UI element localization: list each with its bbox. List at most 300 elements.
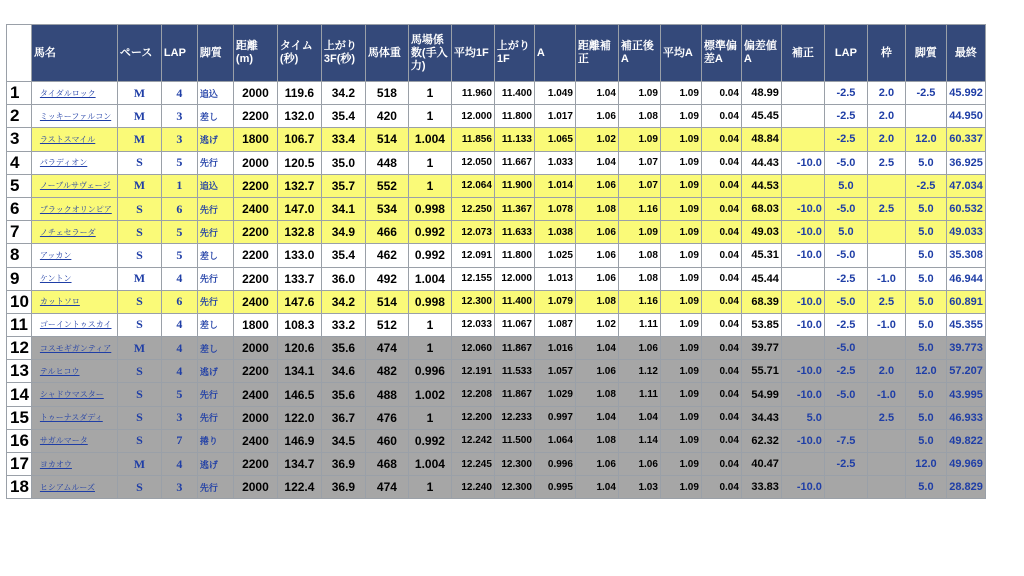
- weight-cell: 552: [365, 174, 408, 197]
- table-row: [7, 383, 986, 406]
- time-cell: 147.0: [277, 197, 321, 220]
- agari3f-cell: 36.9: [321, 476, 365, 499]
- agari3f-cell: 36.7: [321, 406, 365, 429]
- agari1f-cell: 11.367: [494, 197, 534, 220]
- pace-cell: M: [117, 82, 161, 105]
- table-row: [7, 174, 986, 197]
- avg1f-cell: 12.060: [451, 337, 494, 360]
- final-cell: 46.933: [946, 406, 985, 429]
- header-corr-a: 補正後A: [618, 25, 660, 82]
- track-coef-cell: 0.992: [408, 221, 451, 244]
- header-waku: 枠: [867, 25, 905, 82]
- avg-a-cell: 1.09: [660, 476, 701, 499]
- lap2-cell: -2.5: [824, 267, 867, 290]
- lap-cell: 3: [161, 128, 197, 151]
- pace-cell: M: [117, 453, 161, 476]
- pace-cell: S: [117, 313, 161, 336]
- avg1f-cell: 12.250: [451, 197, 494, 220]
- weight-cell: 512: [365, 313, 408, 336]
- a-cell: 1.049: [534, 82, 575, 105]
- lap2-cell: -2.5: [824, 313, 867, 336]
- pace-cell: M: [117, 128, 161, 151]
- std-a-cell: 0.04: [701, 174, 741, 197]
- weight-cell: 492: [365, 267, 408, 290]
- lap2-cell: -2.5: [824, 105, 867, 128]
- dist-corr-cell: 1.06: [575, 221, 618, 244]
- agari3f-cell: 36.9: [321, 453, 365, 476]
- distance-cell: 2000: [233, 82, 277, 105]
- track-coef-cell: 1: [408, 313, 451, 336]
- running-style-cell: 先行: [197, 290, 233, 313]
- corr-cell: -10.0: [781, 290, 824, 313]
- table-row: [7, 313, 986, 336]
- horse-name-link[interactable]: ヒシアムルーズ: [39, 482, 95, 492]
- time-cell: 147.6: [277, 290, 321, 313]
- corr-a-cell: 1.12: [618, 360, 660, 383]
- header-lap: LAP: [161, 25, 197, 82]
- lap-cell: 5: [161, 221, 197, 244]
- avg1f-cell: 12.073: [451, 221, 494, 244]
- pace-cell: S: [117, 221, 161, 244]
- std-a-cell: 0.04: [701, 290, 741, 313]
- avg-a-cell: 1.09: [660, 406, 701, 429]
- running-style-cell: 追込: [197, 82, 233, 105]
- lap2-cell: [824, 406, 867, 429]
- dev-a-cell: 45.31: [741, 244, 781, 267]
- horse-name-link[interactable]: ゴーイントゥスカイ: [39, 320, 112, 330]
- table-row: [7, 429, 986, 452]
- table-row: [7, 244, 986, 267]
- std-a-cell: 0.04: [701, 429, 741, 452]
- agari1f-cell: 11.900: [494, 174, 534, 197]
- row-number: 9: [7, 267, 32, 290]
- table-row: [7, 360, 986, 383]
- weight-cell: 474: [365, 476, 408, 499]
- row-number: 5: [7, 174, 32, 197]
- lap-cell: 4: [161, 82, 197, 105]
- final-cell: 60.337: [946, 128, 985, 151]
- corr-cell: -10.0: [781, 221, 824, 244]
- corr-a-cell: 1.08: [618, 267, 660, 290]
- corr-cell: [781, 337, 824, 360]
- horse-name-link[interactable]: ノチェセラーダ: [39, 227, 96, 237]
- dist-corr-cell: 1.04: [575, 82, 618, 105]
- final-cell: 45.992: [946, 82, 985, 105]
- lap-cell: 5: [161, 151, 197, 174]
- waku-cell: [867, 453, 905, 476]
- lap-cell: 6: [161, 290, 197, 313]
- corr-cell: [781, 267, 824, 290]
- distance-cell: 2000: [233, 337, 277, 360]
- pace-cell: S: [117, 383, 161, 406]
- distance-cell: 2200: [233, 221, 277, 244]
- weight-cell: 534: [365, 197, 408, 220]
- waku-cell: [867, 174, 905, 197]
- distance-cell: 2400: [233, 383, 277, 406]
- horse-name-link[interactable]: ブラックオリンピア: [39, 204, 112, 214]
- final-cell: 43.995: [946, 383, 985, 406]
- a-cell: 1.014: [534, 174, 575, 197]
- horse-name-link[interactable]: サガルマータ: [39, 436, 88, 446]
- corr-cell: [781, 453, 824, 476]
- a-cell: 1.016: [534, 337, 575, 360]
- waku-cell: 2.5: [867, 197, 905, 220]
- lap2-cell: -2.5: [824, 128, 867, 151]
- pace-cell: S: [117, 360, 161, 383]
- corr-a-cell: 1.09: [618, 128, 660, 151]
- horse-name-link: [31, 267, 117, 290]
- corr-a-cell: 1.03: [618, 476, 660, 499]
- horse-name-link[interactable]: カットソロ: [39, 297, 80, 307]
- horse-name-link: [31, 151, 117, 174]
- a-cell: 1.079: [534, 290, 575, 313]
- avg-a-cell: 1.09: [660, 337, 701, 360]
- dist-corr-cell: 1.04: [575, 337, 618, 360]
- dist-corr-cell: 1.06: [575, 174, 618, 197]
- horse-name-link: [31, 406, 117, 429]
- table-row: [7, 128, 986, 151]
- waku-cell: [867, 476, 905, 499]
- horse-name-link: [31, 244, 117, 267]
- avg1f-cell: 11.856: [451, 128, 494, 151]
- lap-cell: 4: [161, 313, 197, 336]
- agari1f-cell: 12.300: [494, 453, 534, 476]
- horse-name-link[interactable]: パラディオン: [39, 158, 88, 168]
- lap-cell: 6: [161, 197, 197, 220]
- avg-a-cell: 1.09: [660, 174, 701, 197]
- track-coef-cell: 1: [408, 105, 451, 128]
- dev-a-cell: 34.43: [741, 406, 781, 429]
- horse-name-link: [31, 383, 117, 406]
- avg1f-cell: 12.064: [451, 174, 494, 197]
- horse-name-link[interactable]: ヨカオウ: [39, 459, 72, 469]
- pace-cell: S: [117, 197, 161, 220]
- avg1f-cell: 12.240: [451, 476, 494, 499]
- style2-cell: 12.0: [905, 453, 946, 476]
- dist-corr-cell: 1.06: [575, 105, 618, 128]
- dist-corr-cell: 1.06: [575, 267, 618, 290]
- running-style-cell: 差し: [197, 105, 233, 128]
- dist-corr-cell: 1.08: [575, 429, 618, 452]
- horse-name-link: [31, 105, 117, 128]
- table-row: [7, 151, 986, 174]
- corr-cell: [781, 105, 824, 128]
- avg-a-cell: 1.09: [660, 151, 701, 174]
- distance-cell: 2000: [233, 151, 277, 174]
- pace-cell: S: [117, 476, 161, 499]
- final-cell: 46.944: [946, 267, 985, 290]
- lap2-cell: 5.0: [824, 221, 867, 244]
- time-cell: 132.0: [277, 105, 321, 128]
- lap-cell: 4: [161, 360, 197, 383]
- weight-cell: 476: [365, 406, 408, 429]
- time-cell: 133.0: [277, 244, 321, 267]
- horse-name-link[interactable]: ミッキーファルコン: [39, 111, 112, 121]
- running-style-cell: 先行: [197, 406, 233, 429]
- avg1f-cell: 12.091: [451, 244, 494, 267]
- corr-a-cell: 1.14: [618, 429, 660, 452]
- final-cell: 39.773: [946, 337, 985, 360]
- track-coef-cell: 1: [408, 174, 451, 197]
- horse-name-link: [31, 174, 117, 197]
- distance-cell: 2400: [233, 429, 277, 452]
- time-cell: 134.1: [277, 360, 321, 383]
- a-cell: 1.038: [534, 221, 575, 244]
- dev-a-cell: 54.99: [741, 383, 781, 406]
- header-avg1f: 平均1F: [451, 25, 494, 82]
- corr-a-cell: 1.16: [618, 197, 660, 220]
- dev-a-cell: 40.47: [741, 453, 781, 476]
- avg-a-cell: 1.09: [660, 82, 701, 105]
- track-coef-cell: 0.992: [408, 244, 451, 267]
- corr-a-cell: 1.09: [618, 221, 660, 244]
- track-coef-cell: 1: [408, 337, 451, 360]
- a-cell: 0.995: [534, 476, 575, 499]
- horse-name-link: [31, 82, 117, 105]
- final-cell: 57.207: [946, 360, 985, 383]
- agari1f-cell: 11.400: [494, 290, 534, 313]
- agari3f-cell: 35.6: [321, 383, 365, 406]
- row-number: 1: [7, 82, 32, 105]
- horse-name-link[interactable]: ケントン: [39, 274, 72, 284]
- corr-cell: -10.0: [781, 244, 824, 267]
- pace-cell: S: [117, 429, 161, 452]
- distance-cell: 2200: [233, 453, 277, 476]
- horse-name-link[interactable]: タイダルロック: [39, 88, 96, 98]
- running-style-cell: 逃げ: [197, 128, 233, 151]
- agari3f-cell: 35.4: [321, 244, 365, 267]
- corr-a-cell: 1.16: [618, 290, 660, 313]
- weight-cell: 468: [365, 453, 408, 476]
- avg-a-cell: 1.09: [660, 453, 701, 476]
- row-number: 8: [7, 244, 32, 267]
- row-number: 3: [7, 128, 32, 151]
- style2-cell: 5.0: [905, 476, 946, 499]
- avg1f-cell: 12.208: [451, 383, 494, 406]
- lap2-cell: 5.0: [824, 174, 867, 197]
- style2-cell: 5.0: [905, 406, 946, 429]
- avg-a-cell: 1.09: [660, 360, 701, 383]
- std-a-cell: 0.04: [701, 221, 741, 244]
- time-cell: 146.5: [277, 383, 321, 406]
- weight-cell: 482: [365, 360, 408, 383]
- avg-a-cell: 1.09: [660, 128, 701, 151]
- running-style-cell: 先行: [197, 476, 233, 499]
- avg1f-cell: 12.191: [451, 360, 494, 383]
- pace-cell: M: [117, 105, 161, 128]
- track-coef-cell: 1: [408, 406, 451, 429]
- a-cell: 1.025: [534, 244, 575, 267]
- corr-a-cell: 1.07: [618, 151, 660, 174]
- time-cell: 122.4: [277, 476, 321, 499]
- std-a-cell: 0.04: [701, 406, 741, 429]
- time-cell: 122.0: [277, 406, 321, 429]
- row-number: 4: [7, 151, 32, 174]
- style2-cell: 5.0: [905, 383, 946, 406]
- a-cell: 1.078: [534, 197, 575, 220]
- table-row: [7, 406, 986, 429]
- track-coef-cell: 1: [408, 151, 451, 174]
- dist-corr-cell: 1.02: [575, 313, 618, 336]
- agari3f-cell: 35.0: [321, 151, 365, 174]
- style2-cell: 5.0: [905, 290, 946, 313]
- corr-cell: -10.0: [781, 476, 824, 499]
- final-cell: 47.034: [946, 174, 985, 197]
- waku-cell: -1.0: [867, 383, 905, 406]
- style2-cell: -2.5: [905, 174, 946, 197]
- lap-cell: 1: [161, 174, 197, 197]
- horse-name-link[interactable]: コスモギガンティア: [39, 343, 112, 353]
- track-coef-cell: 1.004: [408, 128, 451, 151]
- agari1f-cell: 11.867: [494, 383, 534, 406]
- pace-cell: M: [117, 337, 161, 360]
- style2-cell: 12.0: [905, 128, 946, 151]
- lap-cell: 4: [161, 453, 197, 476]
- std-a-cell: 0.04: [701, 360, 741, 383]
- distance-cell: 2000: [233, 476, 277, 499]
- horse-name-link[interactable]: テルヒコウ: [39, 366, 80, 376]
- waku-cell: 2.0: [867, 360, 905, 383]
- final-cell: 60.532: [946, 197, 985, 220]
- waku-cell: 2.0: [867, 128, 905, 151]
- row-number: 14: [7, 383, 32, 406]
- dist-corr-cell: 1.02: [575, 128, 618, 151]
- agari3f-cell: 34.2: [321, 290, 365, 313]
- row-number: 17: [7, 453, 32, 476]
- avg1f-cell: 12.033: [451, 313, 494, 336]
- horse-name-link: [31, 476, 117, 499]
- dist-corr-cell: 1.06: [575, 244, 618, 267]
- lap2-cell: -5.0: [824, 197, 867, 220]
- corr-cell: -10.0: [781, 360, 824, 383]
- track-coef-cell: 1: [408, 476, 451, 499]
- agari3f-cell: 36.0: [321, 267, 365, 290]
- lap2-cell: [824, 476, 867, 499]
- agari3f-cell: 34.9: [321, 221, 365, 244]
- header-no: [7, 25, 32, 82]
- waku-cell: 2.0: [867, 82, 905, 105]
- dev-a-cell: 55.71: [741, 360, 781, 383]
- dist-corr-cell: 1.06: [575, 360, 618, 383]
- agari1f-cell: 11.500: [494, 429, 534, 452]
- table-body: [7, 82, 986, 499]
- lap-cell: 4: [161, 267, 197, 290]
- corr-cell: -10.0: [781, 197, 824, 220]
- time-cell: 133.7: [277, 267, 321, 290]
- header-distance: 距離(m): [233, 25, 277, 82]
- waku-cell: 2.5: [867, 290, 905, 313]
- avg-a-cell: 1.09: [660, 429, 701, 452]
- agari3f-cell: 33.4: [321, 128, 365, 151]
- agari1f-cell: 11.867: [494, 337, 534, 360]
- pace-cell: M: [117, 267, 161, 290]
- std-a-cell: 0.04: [701, 383, 741, 406]
- avg1f-cell: 12.245: [451, 453, 494, 476]
- final-cell: 60.891: [946, 290, 985, 313]
- dev-a-cell: 53.85: [741, 313, 781, 336]
- final-cell: 49.033: [946, 221, 985, 244]
- dist-corr-cell: 1.08: [575, 197, 618, 220]
- time-cell: 108.3: [277, 313, 321, 336]
- std-a-cell: 0.04: [701, 267, 741, 290]
- row-number: 10: [7, 290, 32, 313]
- track-coef-cell: 0.996: [408, 360, 451, 383]
- time-cell: 120.6: [277, 337, 321, 360]
- horse-name-link: [31, 337, 117, 360]
- horse-name-link[interactable]: トゥーナスダディ: [39, 413, 103, 423]
- lap-cell: 5: [161, 383, 197, 406]
- corr-a-cell: 1.07: [618, 174, 660, 197]
- agari3f-cell: 34.1: [321, 197, 365, 220]
- weight-cell: 488: [365, 383, 408, 406]
- std-a-cell: 0.04: [701, 476, 741, 499]
- table-row: [7, 476, 986, 499]
- table-row: [7, 82, 986, 105]
- dist-corr-cell: 1.08: [575, 383, 618, 406]
- dist-corr-cell: 1.04: [575, 406, 618, 429]
- lap2-cell: -5.0: [824, 244, 867, 267]
- dev-a-cell: 45.45: [741, 105, 781, 128]
- horse-name-link[interactable]: シャドウマスター: [39, 390, 104, 400]
- std-a-cell: 0.04: [701, 128, 741, 151]
- row-number: 15: [7, 406, 32, 429]
- table-row: [7, 337, 986, 360]
- std-a-cell: 0.04: [701, 453, 741, 476]
- dev-a-cell: 48.99: [741, 82, 781, 105]
- agari1f-cell: 11.633: [494, 221, 534, 244]
- horse-name-link[interactable]: ラストスマイル: [39, 134, 96, 144]
- distance-cell: 2400: [233, 290, 277, 313]
- corr-a-cell: 1.06: [618, 453, 660, 476]
- waku-cell: [867, 244, 905, 267]
- header-agari3f: 上がり3F(秒): [321, 25, 365, 82]
- row-number: 11: [7, 313, 32, 336]
- row-number: 16: [7, 429, 32, 452]
- table-row: [7, 105, 986, 128]
- lap2-cell: -7.5: [824, 429, 867, 452]
- agari3f-cell: 34.6: [321, 360, 365, 383]
- dev-a-cell: 68.39: [741, 290, 781, 313]
- header-track-coef: 馬場係数(手入力): [408, 25, 451, 82]
- table-row: [7, 197, 986, 220]
- corr-a-cell: 1.11: [618, 313, 660, 336]
- corr-cell: [781, 128, 824, 151]
- track-coef-cell: 0.992: [408, 429, 451, 452]
- horse-evaluation-table: [6, 24, 986, 499]
- dev-a-cell: 62.32: [741, 429, 781, 452]
- lap-cell: 5: [161, 244, 197, 267]
- dev-a-cell: 33.83: [741, 476, 781, 499]
- style2-cell: 5.0: [905, 244, 946, 267]
- agari3f-cell: 35.4: [321, 105, 365, 128]
- horse-name-link[interactable]: ノーブルサヴェージ: [39, 181, 111, 191]
- weight-cell: 518: [365, 82, 408, 105]
- horse-name-link[interactable]: アッカン: [39, 250, 72, 260]
- dist-corr-cell: 1.04: [575, 151, 618, 174]
- time-cell: 119.6: [277, 82, 321, 105]
- track-coef-cell: 1: [408, 82, 451, 105]
- lap2-cell: -5.0: [824, 337, 867, 360]
- dev-a-cell: 49.03: [741, 221, 781, 244]
- distance-cell: 2200: [233, 267, 277, 290]
- corr-a-cell: 1.09: [618, 82, 660, 105]
- horse-name-link: [31, 313, 117, 336]
- avg1f-cell: 11.960: [451, 82, 494, 105]
- horse-name-link: [31, 128, 117, 151]
- header-dev-a: 偏差値A: [741, 25, 781, 82]
- agari3f-cell: 33.2: [321, 313, 365, 336]
- waku-cell: -1.0: [867, 313, 905, 336]
